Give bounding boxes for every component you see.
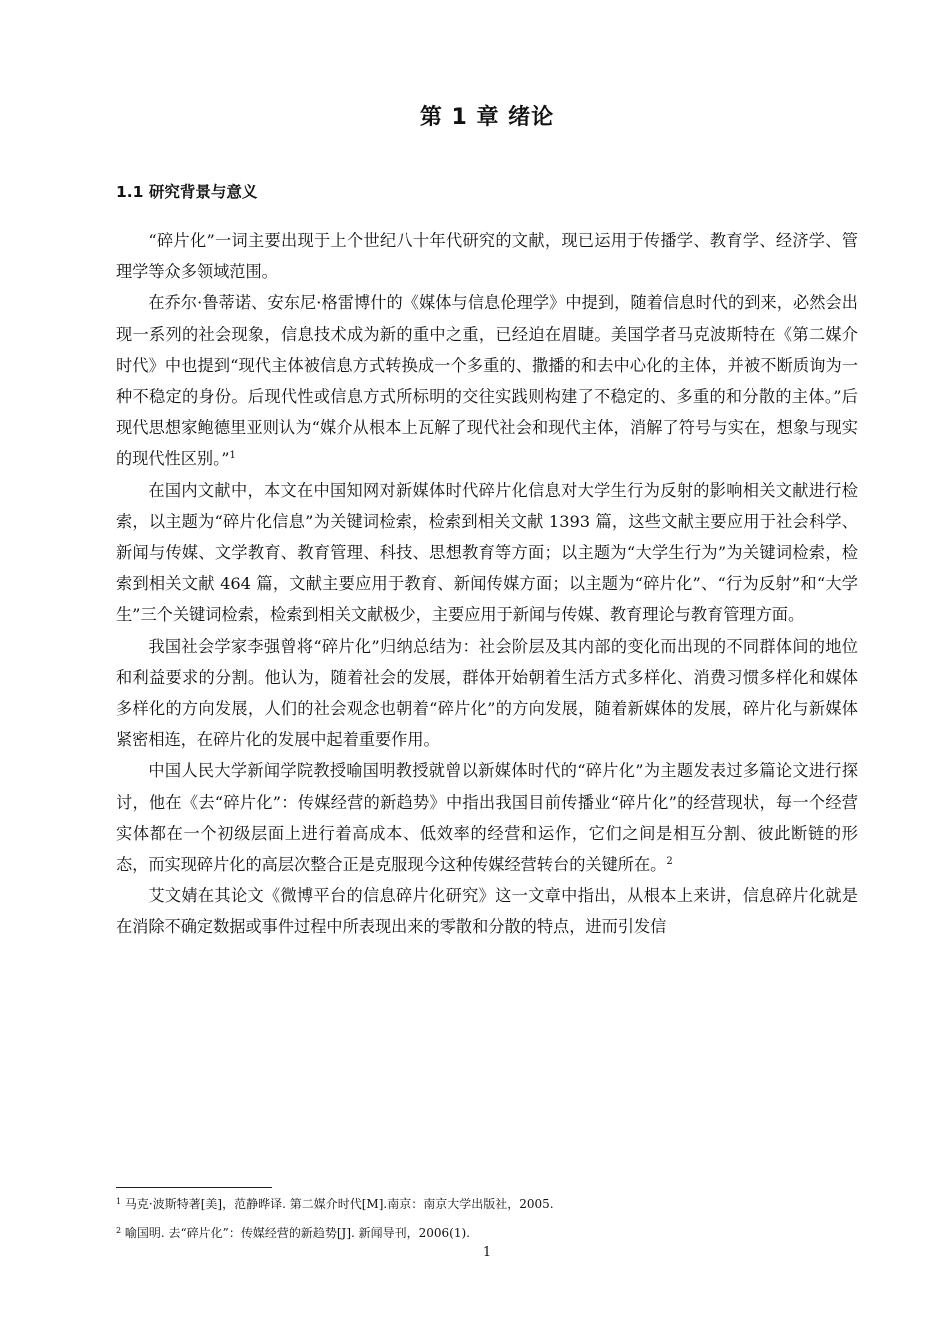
paragraph: 在国内文献中，本文在中国知网对新媒体时代碎片化信息对大学生行为反射的影响相关文献进行检索，以主题为“碎片化信息”为关键词检索，检索到相关文献 1393 篇，这些文献主要应用于社会科学、新闻与传媒、文学教育、教育管理、科技、思想教育等方面；以主题为“大学生行为”为关键词检索，检索到相关文献 464 篇，文献主要应用于教育、新闻传媒方面；以主题为“碎片化”、“行为反射”和“大学生”三个关键词检索，检索到相关文献极少，主要应用于新闻与传媒、教育理论与教育管理方面。 (116, 480, 858, 625)
section-title: 1.1 研究背景与意义 (116, 183, 258, 201)
footnote: $^2$ 喻国明. 去“碎片化”：传媒经营的新趋势[J]. 新闻导刊，2006(1). (116, 1226, 470, 1240)
footnote-ref[interactable]: 2 (666, 856, 673, 868)
paragraph: 艾文婧在其论文《微博平台的信息碎片化研究》这一文章中指出，从根本上来讲，信息碎片化就是在消除不确定数据或事件过程中所表现出来的零散和分散的特点，进而引发信 (116, 886, 858, 937)
paragraph: 中国人民大学新闻学院教授喻国明教授就曾以新媒体时代的“碎片化”为主题发表过多篇论文进行探讨，他在《去“碎片化”：传媒经营的新趋势》中指出我国目前传播业“碎片化”的经营现状，每一个经营实体都在一个初级层面上进行着高成本、低效率的经营和运作，它们之间是相互分割、彼此断链的形态，而实现碎片化的高层次整合正是克服现今这种传媒经营转台的关键所在。$^2$ (116, 761, 858, 875)
paragraph: 在乔尔·鲁蒂诺、安东尼·格雷博什的《媒体与信息伦理学》中提到，随着信息时代的到来，必然会出现一系列的社会现象，信息技术成为新的重中之重，已经迫在眉睫。美国学者马克波斯特在《第二媒介时代》中也提到“现代主体被信息方式转换成一个多重的、撒播的和去中心化的主体，并被不断质询为一种不稳定的身份。后现代性或信息方式所标明的交往实践则构建了不稳定的、多重的和分散的主体。”后现代思想家鲍德里亚则认为“媒介从根本上瓦解了现代社会和现代主体，消解了符号与实在，想象与现实的现代性区别。”$^1$ (116, 293, 858, 469)
footnote-divider (116, 1187, 272, 1188)
footnote-ref[interactable]: 1 (229, 450, 236, 462)
document-page (116, 0, 858, 1344)
paragraph: “碎片化”一词主要出现于上个世纪八十年代研究的文献，现已运用于传播学、教育学、经济学、管理学等众多领域范围。 (116, 231, 858, 282)
footnote: $^1$ 马克·波斯特著[美]，范静晔译. 第二媒介时代[M].南京：南京大学出版社，2005. (116, 1197, 554, 1211)
body-text (116, 225, 858, 943)
chapter-title: 第 1 章 绪论 (419, 105, 555, 130)
footnote-mark: 1 (116, 1197, 122, 1206)
footnote-mark: 2 (116, 1226, 122, 1235)
paragraph: 我国社会学家李强曾将“碎片化”归纳总结为：社会阶层及其内部的变化而出现的不同群体间的地位和利益要求的分割。他认为，随着社会的发展，群体开始朝着生活方式多样化、消费习惯多样化和媒体多样化的方向发展，人们的社会观念也朝着“碎片化”的方向发展，随着新媒体的发展，碎片化与新媒体紧密相连，在碎片化的发展中起着重要作用。 (116, 636, 858, 750)
page-number: 1 (482, 1245, 492, 1260)
